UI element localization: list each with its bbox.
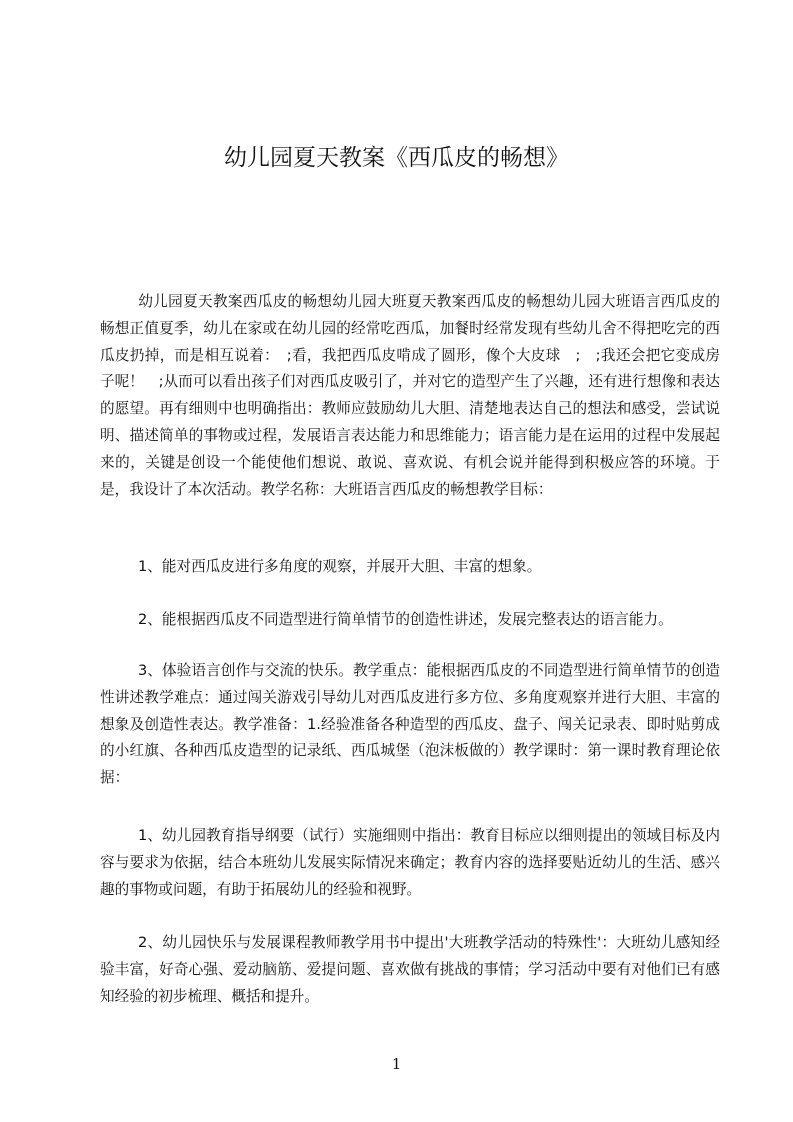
paragraph-theory-1 — [100, 823, 720, 903]
paragraph-theory-2 — [100, 930, 720, 1010]
paragraph-text: 1、能对西瓜皮进行多角度的观察，并展开大胆、丰富的想象。 — [138, 558, 542, 575]
paragraph-text: 幼儿园夏天教案西瓜皮的畅想幼儿园大班夏天教案西瓜皮的畅想幼儿园大班语言西瓜皮的畅想正值夏季，幼儿在家或在幼儿园的经常吃西瓜，加餐时经常发现有些幼儿舍不得把吃完的西瓜皮扔掉，而是相互说着： ;看，我把西瓜皮啃成了圆形，像个大皮球 ; ;我还会把它变成房子呢！ ;从而可以看出孩子们对西瓜皮吸引了，并对它的造型产生了兴趣，还有进行想像和表达的愿望。再有细则中也明确指出：教师应鼓励幼儿大胆、清楚地表达自己的想法和感受，尝试说明、描述简单的事物或过程，发展语言表达能力和思维能力；语言能力是在运用的过程中发展起来的，关键是创设一个能使他们想说、敢说、喜欢说、有机会说并能得到积极应答的环境。于是，我设计了本次活动。教学名称：大班语言西瓜皮的畅想教学目标： — [100, 293, 720, 498]
paragraph-text: 1、幼儿园教育指导纲要（试行）实施细则中指出：教育目标应以细则提出的领域目标及内容与要求为依据，结合本班幼儿发展实际情况来确定；教育内容的选择要贴近幼儿的生活、感兴趣的事物或问题，有助于拓展幼儿的经验和视野。 — [100, 827, 720, 898]
paragraph-goal-2 — [100, 607, 720, 634]
paragraph-text: 2、能根据西瓜皮不同造型进行简单情节的创造性讲述，发展完整表达的语言能力。 — [138, 611, 673, 628]
paragraph-goal-3 — [100, 658, 720, 792]
paragraph-text: 2、幼儿园快乐与发展课程教师教学用书中提出'大班教学活动的特殊性'：大班幼儿感知经验丰富，好奇心强、爱动脑筋、爱提问题、喜欢做有挑战的事情；学习活动中要有对他们已有感知经验的初步梳理、概括和提升。 — [100, 934, 720, 1005]
page-number: 1 — [391, 1055, 402, 1073]
paragraph-text: 3、体验语言创作与交流的快乐。教学重点：能根据西瓜皮的不同造型进行简单情节的创造性讲述教学难点：通过闯关游戏引导幼儿对西瓜皮进行多方位、多角度观察并进行大胆、丰富的想象及创造性表达。教学准备：1.经验准备各种造型的西瓜皮、盘子、闯关记录表、即时贴剪成的小红旗、各种西瓜皮造型的记录纸、西瓜城堡（泡沫板做的）教学课时：第一课时教育理论依据： — [100, 662, 720, 787]
document-title: 幼儿园夏天教案《西瓜皮的畅想》 — [224, 145, 569, 171]
paragraph-goal-1 — [100, 554, 720, 581]
paragraph-intro — [100, 289, 720, 503]
